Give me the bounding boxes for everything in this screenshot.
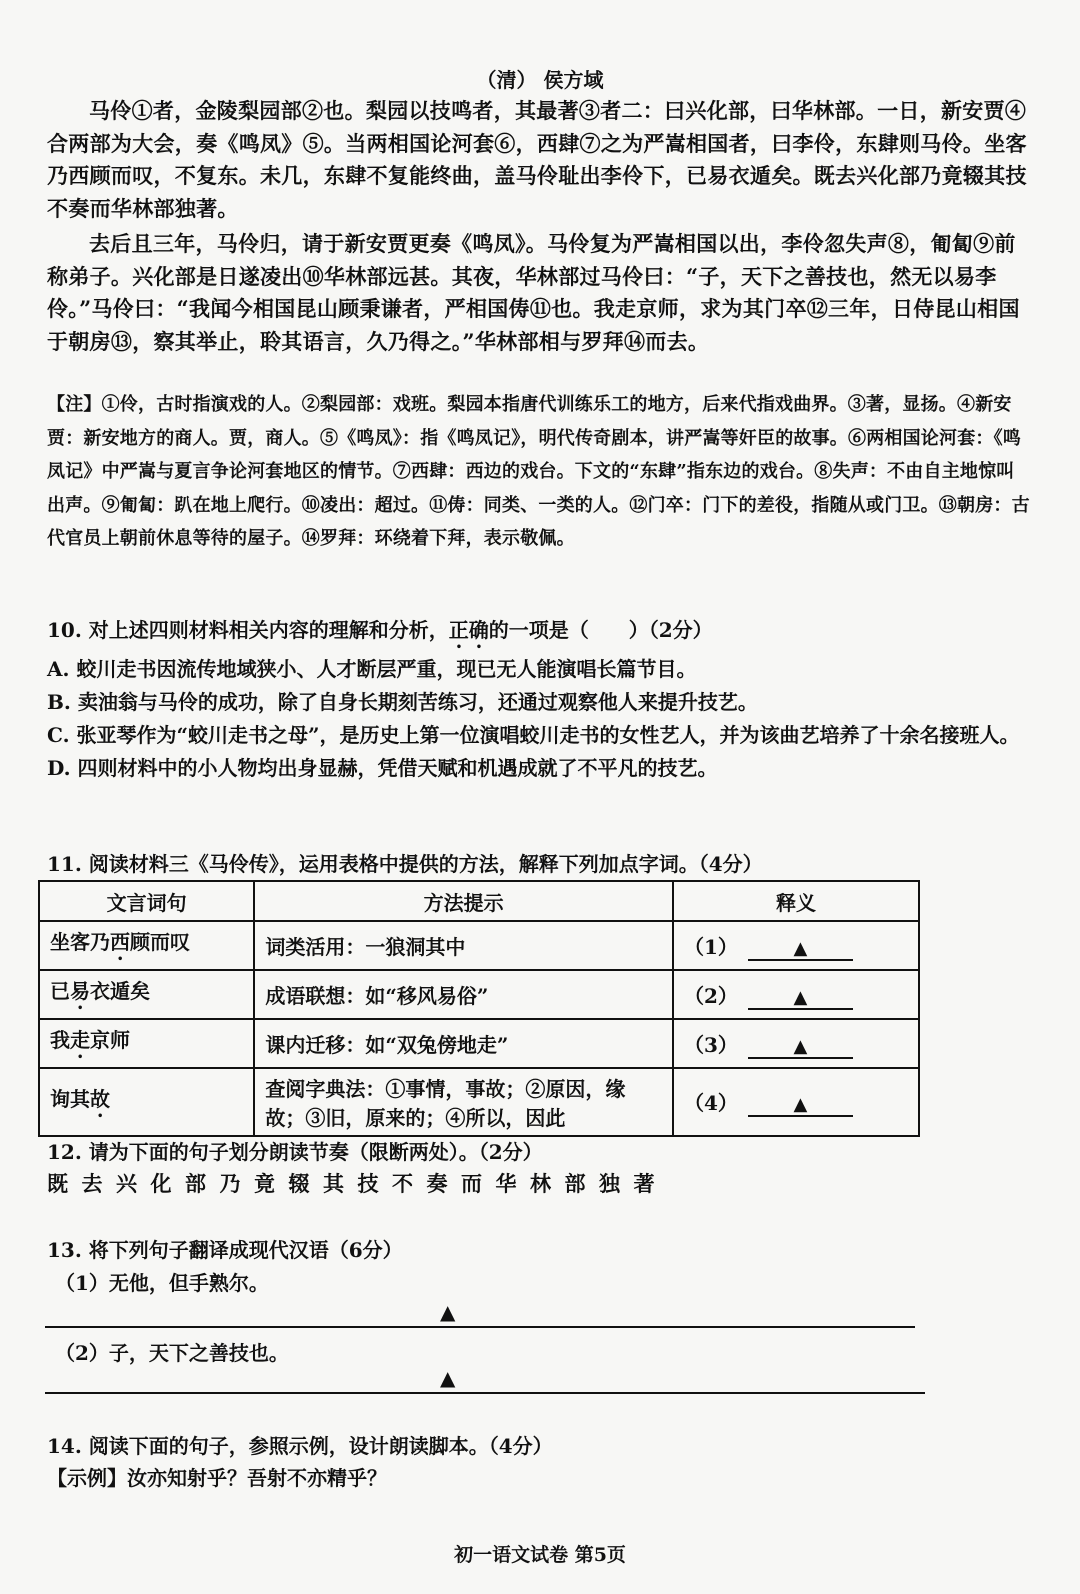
table-header: 释义: [673, 881, 919, 921]
answer-cell[interactable]: [673, 921, 919, 970]
question-10-stem: [47, 614, 1032, 653]
phrase-text: 顾而叹: [130, 930, 190, 954]
question-12-stem: 12. 请为下面的句子划分朗读节奏（限断两处）。（2分）: [47, 1140, 543, 1164]
phrase-cell: [39, 1068, 254, 1136]
answer-blank[interactable]: ▲: [748, 938, 853, 961]
phrase-text: 询其: [50, 1086, 90, 1111]
answer-number: （3）: [684, 1032, 738, 1057]
answer-blank[interactable]: ▲: [748, 1036, 853, 1059]
answer-cell[interactable]: [673, 970, 919, 1019]
question-11-stem: 11. 阅读材料三《马伶传》，运用表格中提供的方法，解释下列加点字词。（4分）: [47, 852, 763, 876]
phrase-text: 坐客乃: [50, 930, 110, 954]
answer-cell[interactable]: [673, 1068, 919, 1136]
option-a: A. 蛟川走书因流传地域狭小、人才断层严重，现已无人能演唱长篇节目。: [47, 657, 697, 681]
rhythm-sentence[interactable]: 既去兴化部乃竟辍其技不奏而华林部独著: [47, 1171, 668, 1196]
option-c: C. 张亚琴作为“蛟川走书之母”，是历史上第一位演唱蛟川走书的女性艺人，并为该曲艺培养了十余名接班人。: [47, 723, 1020, 747]
dotted-char: 西: [110, 930, 130, 954]
q10-stem-part: 的一项是（ ）（2分）: [488, 618, 713, 642]
hint-cell: 查阅字典法：①事情，事故；②原因，缘故；③旧，原来的；④所以，因此: [254, 1068, 673, 1136]
answer-number: （2）: [684, 983, 738, 1008]
table-header: 方法提示: [254, 881, 673, 921]
table-row: [39, 921, 919, 970]
phrase-cell: [39, 1019, 254, 1068]
answer-line-1[interactable]: [45, 1326, 915, 1328]
word-explanation-table: [38, 880, 920, 1137]
option-d: D. 四则材料中的小人物均出身显赫，凭借天赋和机遇成就了不平凡的技艺。: [47, 756, 718, 780]
answer-marker-triangle: ▲: [440, 1300, 456, 1324]
answer-blank[interactable]: ▲: [748, 987, 853, 1010]
answer-number: （1）: [684, 934, 738, 959]
dotted-char: 故: [90, 1086, 110, 1111]
q10-emphasis: 正确: [448, 618, 489, 642]
hint-cell: 词类活用：一狼洞其中: [254, 921, 673, 970]
dotted-char: 易: [70, 979, 90, 1003]
table-header: 文言词句: [39, 881, 254, 921]
table-row: [39, 1068, 919, 1136]
table-row: [39, 1019, 919, 1068]
answer-number: （4）: [684, 1091, 738, 1115]
q10-stem-part: 10. 对上述四则材料相关内容的理解和分析，: [47, 618, 449, 642]
phrase-text: 衣遁矣: [90, 979, 150, 1003]
answer-line-2[interactable]: [45, 1392, 925, 1394]
phrase-text: 我: [50, 1028, 70, 1052]
option-b: B. 卖油翁与马伶的成功，除了自身长期刻苦练习，还通过观察他人来提升技艺。: [47, 690, 758, 714]
answer-blank[interactable]: ▲: [748, 1094, 853, 1117]
author-line: （清） 侯方域: [476, 68, 604, 92]
question-14-stem: 14. 阅读下面的句子，参照示例，设计朗读脚本。（4分）: [47, 1434, 553, 1458]
translate-sentence-1: （1）无他，但手熟尔。: [55, 1271, 269, 1295]
question-13-stem: 13. 将下列句子翻译成现代汉语（6分）: [47, 1238, 403, 1262]
dotted-char: 走: [70, 1028, 90, 1052]
phrase-cell: [39, 921, 254, 970]
phrase-text: 已: [50, 979, 70, 1003]
annotation-notes: 【注】①伶，古时指演戏的人。②梨园部：戏班。梨园本指唐代训练乐工的地方，后来代指戏曲界。③著，显扬。④新安贾：新安地方的商人。贾，商人。⑤《鸣凤》：指《鸣凤记》，明代传奇剧本，讲严嵩等奸臣的故事。⑥两相国论河套：《鸣凤记》中严嵩与夏言争论河套地区的情节。⑦西肆：西边的戏台。下文的“东肆”指东边的戏台。⑧失声：不由自主地惊叫出声。⑨匍匐：趴在地上爬行。⑩凌出：超过。⑪俦：同类、一类的人。⑫门卒：门下的差役，指随从或门卫。⑬朝房：古代官员上朝前休息等待的屋子。⑭罗拜：环绕着下拜，表示敬佩。: [47, 394, 1030, 549]
passage-paragraph-2: 去后且三年，马伶归，请于新安贾更奏《鸣凤》。马伶复为严嵩相国以出，李伶忽失声⑧，匍匐⑨前称弟子。兴化部是日遂凌出⑩华林部远甚。其夜，华林部过马伶曰：“子，天下之善技也，然无以易李伶。”马伶曰：“我闻今相国昆山顾秉谦者，严相国俦⑪也。我走京师，求为其门卒⑫三年，日侍昆山相国于朝房⑬，察其举止，聆其语言，久乃得之。”华林部相与罗拜⑭而去。: [47, 231, 1020, 354]
question-10: [47, 614, 1032, 785]
passage-paragraph-1: 马伶①者，金陵梨园部②也。梨园以技鸣者，其最著③者二：曰兴化部，曰华林部。一日，新安贾④合两部为大会，奏《鸣凤》⑤。当两相国论河套⑥，西肆⑦之为严嵩相国者，曰李伶，东肆则马伶。坐客乃西顾而叹，不复东。未几，东肆不复能终曲，盖马伶耻出李伶下，已易衣遁矣。既去兴化部乃竟辍其技不奏而华林部独著。: [47, 98, 1027, 221]
translate-sentence-2: （2）子，天下之善技也。: [55, 1341, 289, 1365]
hint-cell: 成语联想：如“移风易俗”: [254, 970, 673, 1019]
example-line: 【示例】汝亦知射乎？吾射不亦精乎？: [47, 1466, 387, 1490]
answer-cell[interactable]: [673, 1019, 919, 1068]
hint-cell: 课内迁移：如“双兔傍地走”: [254, 1019, 673, 1068]
page-footer: 初一语文试卷 第5页: [454, 1544, 626, 1566]
table-row: [39, 970, 919, 1019]
phrase-cell: [39, 970, 254, 1019]
answer-marker-triangle: ▲: [440, 1366, 456, 1390]
table-header-row: [39, 881, 919, 921]
phrase-text: 京师: [90, 1028, 130, 1052]
